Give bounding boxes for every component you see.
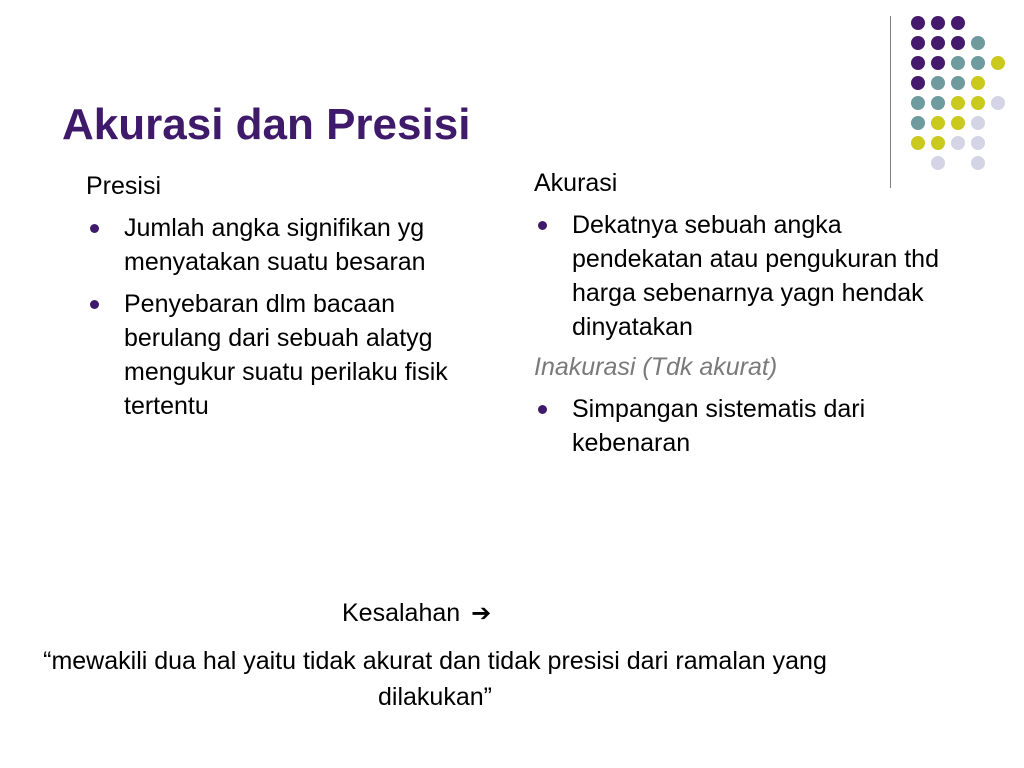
presisi-bullet: Jumlah angka signifikan yg menyatakan suatu besaran [86,211,486,279]
decorative-divider-line [890,16,891,188]
decorative-dot [931,96,945,110]
decorative-dot [951,16,965,30]
decorative-dot [971,36,985,50]
decorative-dot [951,116,965,130]
slide-title: Akurasi dan Presisi [62,100,471,149]
inakurasi-heading: Inakurasi (Tdk akurat) [534,353,778,381]
decorative-dot [911,96,925,110]
akurasi-bullet: Dekatnya sebuah angka pendekatan atau pengukuran thd harga sebenarnya yagn hendak dinyatakan [534,208,964,344]
decorative-dot [971,56,985,70]
decorative-dot [991,56,1005,70]
presisi-bullet-list [86,211,486,423]
decorative-dot [911,56,925,70]
presisi-heading: Presisi [86,172,162,200]
inakurasi-bullet: Simpangan sistematis dari kebenaran [534,392,964,460]
akurasi-bullet-list [534,208,964,344]
decorative-dot [911,16,925,30]
decorative-dot [971,116,985,130]
inakurasi-bullet-list [534,392,964,460]
decorative-dot [951,96,965,110]
decorative-dot [971,136,985,150]
akurasi-column [534,166,964,460]
decorative-dot [931,76,945,90]
decorative-dot [971,96,985,110]
decorative-dot [951,136,965,150]
decorative-dot [951,56,965,70]
kesalahan-quote: “mewakili dua hal yaitu tidak akurat dan tidak presisi dari ramalan yang dilakukan” [43,647,827,711]
kesalahan-label [342,596,491,630]
decorative-dot [971,76,985,90]
decorative-dot [911,116,925,130]
decorative-dot [931,116,945,130]
decorative-dot [991,96,1005,110]
decorative-dot [971,156,985,170]
right-arrow-icon: ➔ [471,599,492,627]
decorative-dot [911,76,925,90]
akurasi-heading: Akurasi [534,169,618,197]
decorative-dot [931,56,945,70]
kesalahan-text: Kesalahan [342,599,461,627]
decorative-dot [931,36,945,50]
decorative-dot [911,36,925,50]
presisi-bullet: Penyebaran dlm bacaan berulang dari sebuah alatyg mengukur suatu perilaku fisik tertentu [86,287,486,423]
decorative-dot [931,136,945,150]
decorative-dot [951,76,965,90]
presisi-column [86,169,486,423]
decorative-dot [911,136,925,150]
decorative-dot [951,36,965,50]
decorative-dot [931,16,945,30]
